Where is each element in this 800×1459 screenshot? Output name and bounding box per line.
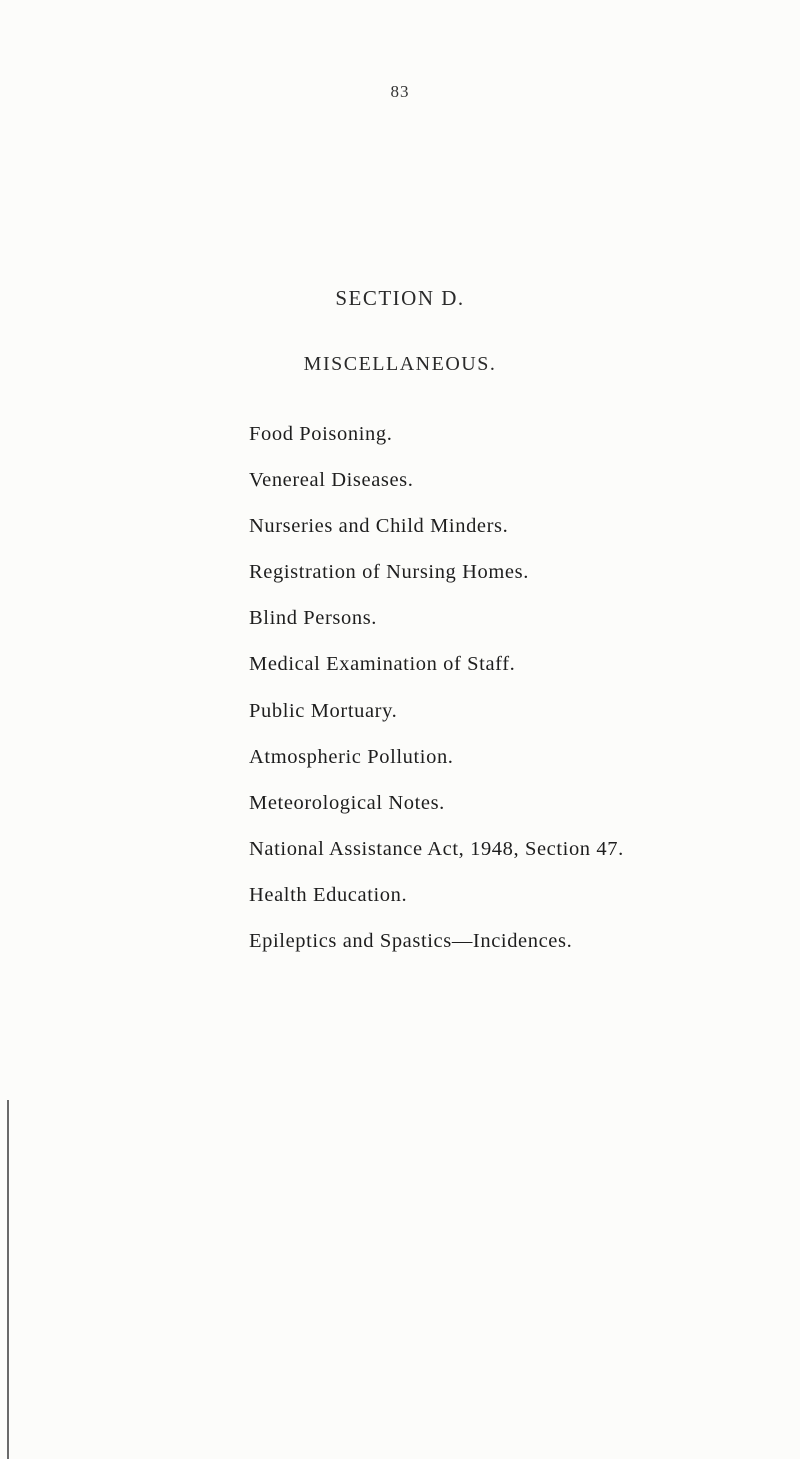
list-item: Registration of Nursing Homes.	[249, 561, 529, 584]
page-number: 83	[390, 82, 410, 101]
list-item: Blind Persons.	[249, 607, 377, 630]
list-item: Public Mortuary.	[249, 699, 398, 722]
binding-edge-line	[7, 1100, 9, 1459]
list-item: Health Education.	[249, 883, 408, 906]
list-item: Venereal Diseases.	[249, 469, 414, 492]
list-item: Epileptics and Spastics—Incidences.	[249, 930, 573, 953]
list-item: Nurseries and Child Minders.	[249, 515, 509, 538]
list-item: Food Poisoning.	[249, 423, 393, 445]
list-item: Medical Examination of Staff.	[249, 653, 516, 676]
contents-list	[249, 422, 624, 975]
list-item: Meteorological Notes.	[249, 791, 445, 814]
section-subtitle: MISCELLANEOUS.	[303, 353, 497, 375]
list-item: Atmospheric Pollution.	[249, 745, 454, 768]
section-title: SECTION D.	[335, 286, 465, 310]
list-item: National Assistance Act, 1948, Section 47.	[249, 837, 624, 860]
